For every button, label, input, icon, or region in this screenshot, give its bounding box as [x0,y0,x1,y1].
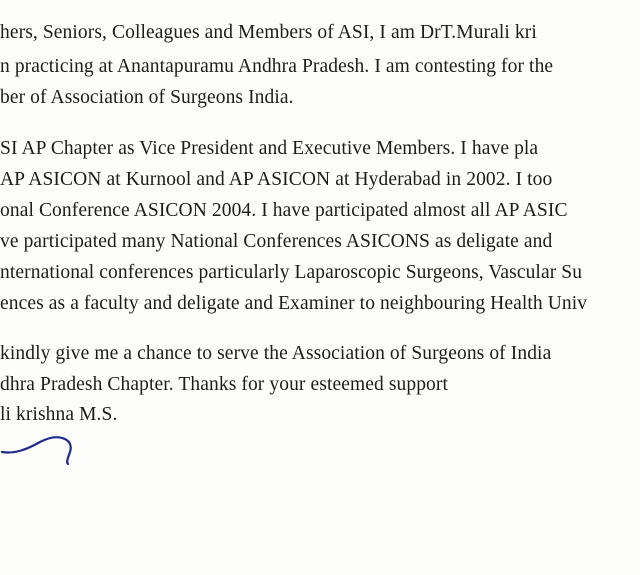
paragraph-2-line-5: nternational conferences particularly Laparoscopic Surgeons, Vascular Su [0,262,583,283]
paragraph-2-line-2: AP ASICON at Kurnool and AP ASICON at Hyderabad in 2002. I too [0,169,553,190]
paragraph-1-line-2: n practicing at Anantapuramu Andhra Pradesh. I am contesting for the [0,56,554,77]
paragraph-2-line-1: SI AP Chapter as Vice President and Executive Members. I have pla [0,138,539,159]
signature-scribble [0,428,90,478]
paragraph-1-line-1: hers, Seniors, Colleagues and Members of ASI, I am DrT.Murali kri [0,22,537,43]
paragraph-1-line-3: ber of Association of Surgeons India. [0,87,294,108]
closing-name: li krishna M.S. [0,404,118,425]
paragraph-3-line-1: kindly give me a chance to serve the Association of Surgeons of India [0,343,552,364]
paragraph-2-line-3: onal Conference ASICON 2004. I have participated almost all AP ASIC [0,200,568,221]
paragraph-2-line-4: ve participated many National Conferences ASICONS as deligate and [0,231,553,252]
paragraph-2-line-6: ences as a faculty and deligate and Examiner to neighbouring Health Univ [0,293,588,314]
paragraph-3-line-2: dhra Pradesh Chapter. Thanks for your esteemed support [0,374,449,395]
